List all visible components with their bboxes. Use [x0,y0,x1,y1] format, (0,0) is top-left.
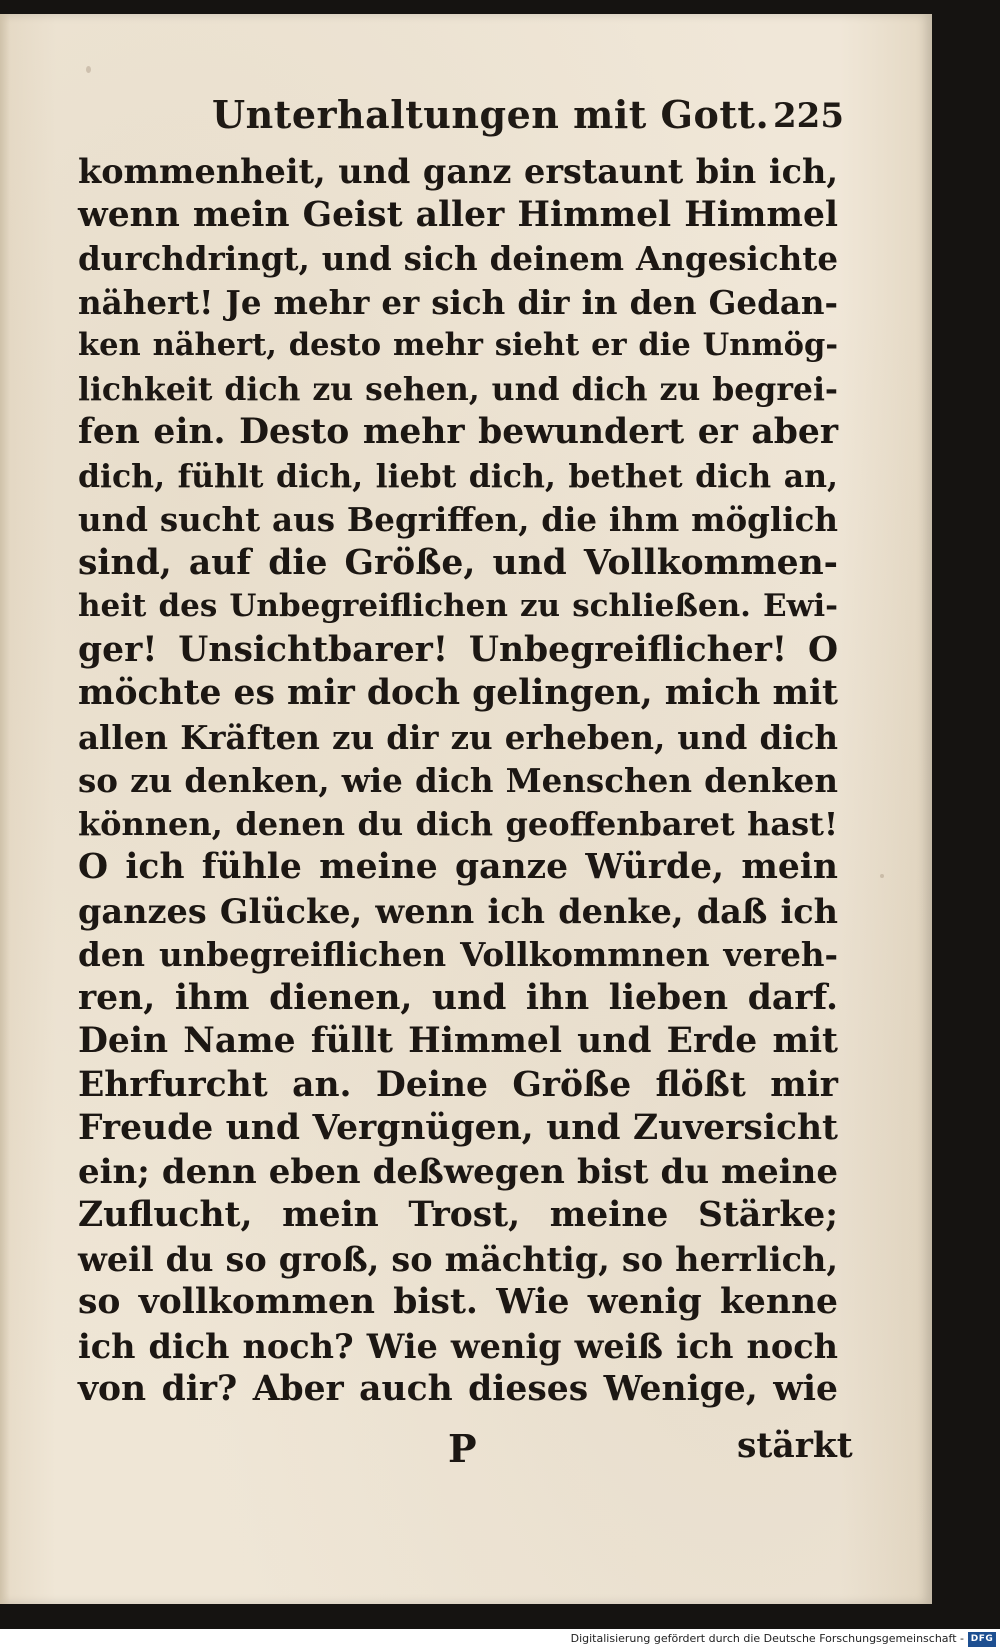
body-text [78,150,838,1412]
text-line: weil du so groß, so mächtig, so herrlich, [78,1239,838,1279]
text-line: den unbegreiflichen Vollkommnen vereh- [78,935,838,974]
text-line: von dir? Aber auch dieses Wenige, wie [78,1369,838,1409]
text-line: und sucht aus Begriffen, die ihm möglich [78,500,838,539]
text-line: Ehrfurcht an. Deine Größe flößt mir [78,1064,838,1105]
text-line: ich dich noch? Wie wenig weiß ich noch [78,1326,838,1366]
text-line: Zuflucht, mein Trost, meine Stärke; [78,1195,838,1235]
text-line: kommenheit, und ganz erstaunt bin ich, [78,152,838,191]
text-line: so zu denken, wie dich Menschen denken [78,761,838,800]
text-line: O ich fühle meine ganze Würde, mein [78,847,838,887]
page-gutter-shadow [0,14,10,1604]
page-footer [0,1424,932,1484]
page-number: 225 [773,96,844,136]
dfg-logo: DFG [968,1632,996,1647]
text-line: ein; denn eben deßwegen bist du meine [78,1151,838,1192]
text-line: ger! Unsichtbarer! Unbegreiflicher! O [78,629,838,670]
text-line: Dein Name füllt Himmel und Erde mit [78,1021,838,1061]
page-header [0,78,932,148]
text-line: ganzes Glücke, wenn ich denke, daß ich [78,891,838,931]
text-line: fen ein. Desto mehr bewundert er aber [78,412,838,452]
digitization-credit-bar [0,1629,1000,1651]
catchword: stärkt [737,1426,853,1466]
text-line: sind, auf die Größe, und Vollkommen- [78,542,838,583]
book-page [0,14,932,1604]
text-line: dich, fühlt dich, liebt dich, bethet dich an, [78,457,838,495]
text-line: wenn mein Geist aller Himmel Himmel [78,194,838,235]
text-line: so vollkommen bist. Wie wenig kenne [78,1282,838,1322]
text-line: allen Kräften zu dir zu erheben, und dich [78,717,838,757]
running-title: Unterhaltungen mit Gott. [212,92,770,137]
text-line: heit des Unbegreiflichen zu schließen. Ewi- [78,588,838,624]
paper-stain [880,874,884,878]
text-line: nähert! Je mehr er sich dir in den Gedan- [78,282,838,322]
signature-mark: P [448,1426,477,1471]
text-line: ren, ihm dienen, und ihn lieben darf. [78,977,838,1018]
text-line: Freude und Vergnügen, und Zuversicht [78,1108,838,1148]
text-line: lichkeit dich zu sehen, und dich zu begrei- [78,370,838,408]
text-line: ken nähert, desto mehr sieht er die Unmög- [78,327,838,363]
credit-text: Digitalisierung gefördert durch die Deutsche Forschungsgemeinschaft - [570,1632,964,1645]
text-line: durchdringt, und sich deinem Angesichte [78,239,838,278]
text-line: können, denen du dich geoffenbaret hast! [78,804,838,843]
paper-stain [86,66,91,73]
text-line: möchte es mir doch gelingen, mich mit [78,673,838,713]
